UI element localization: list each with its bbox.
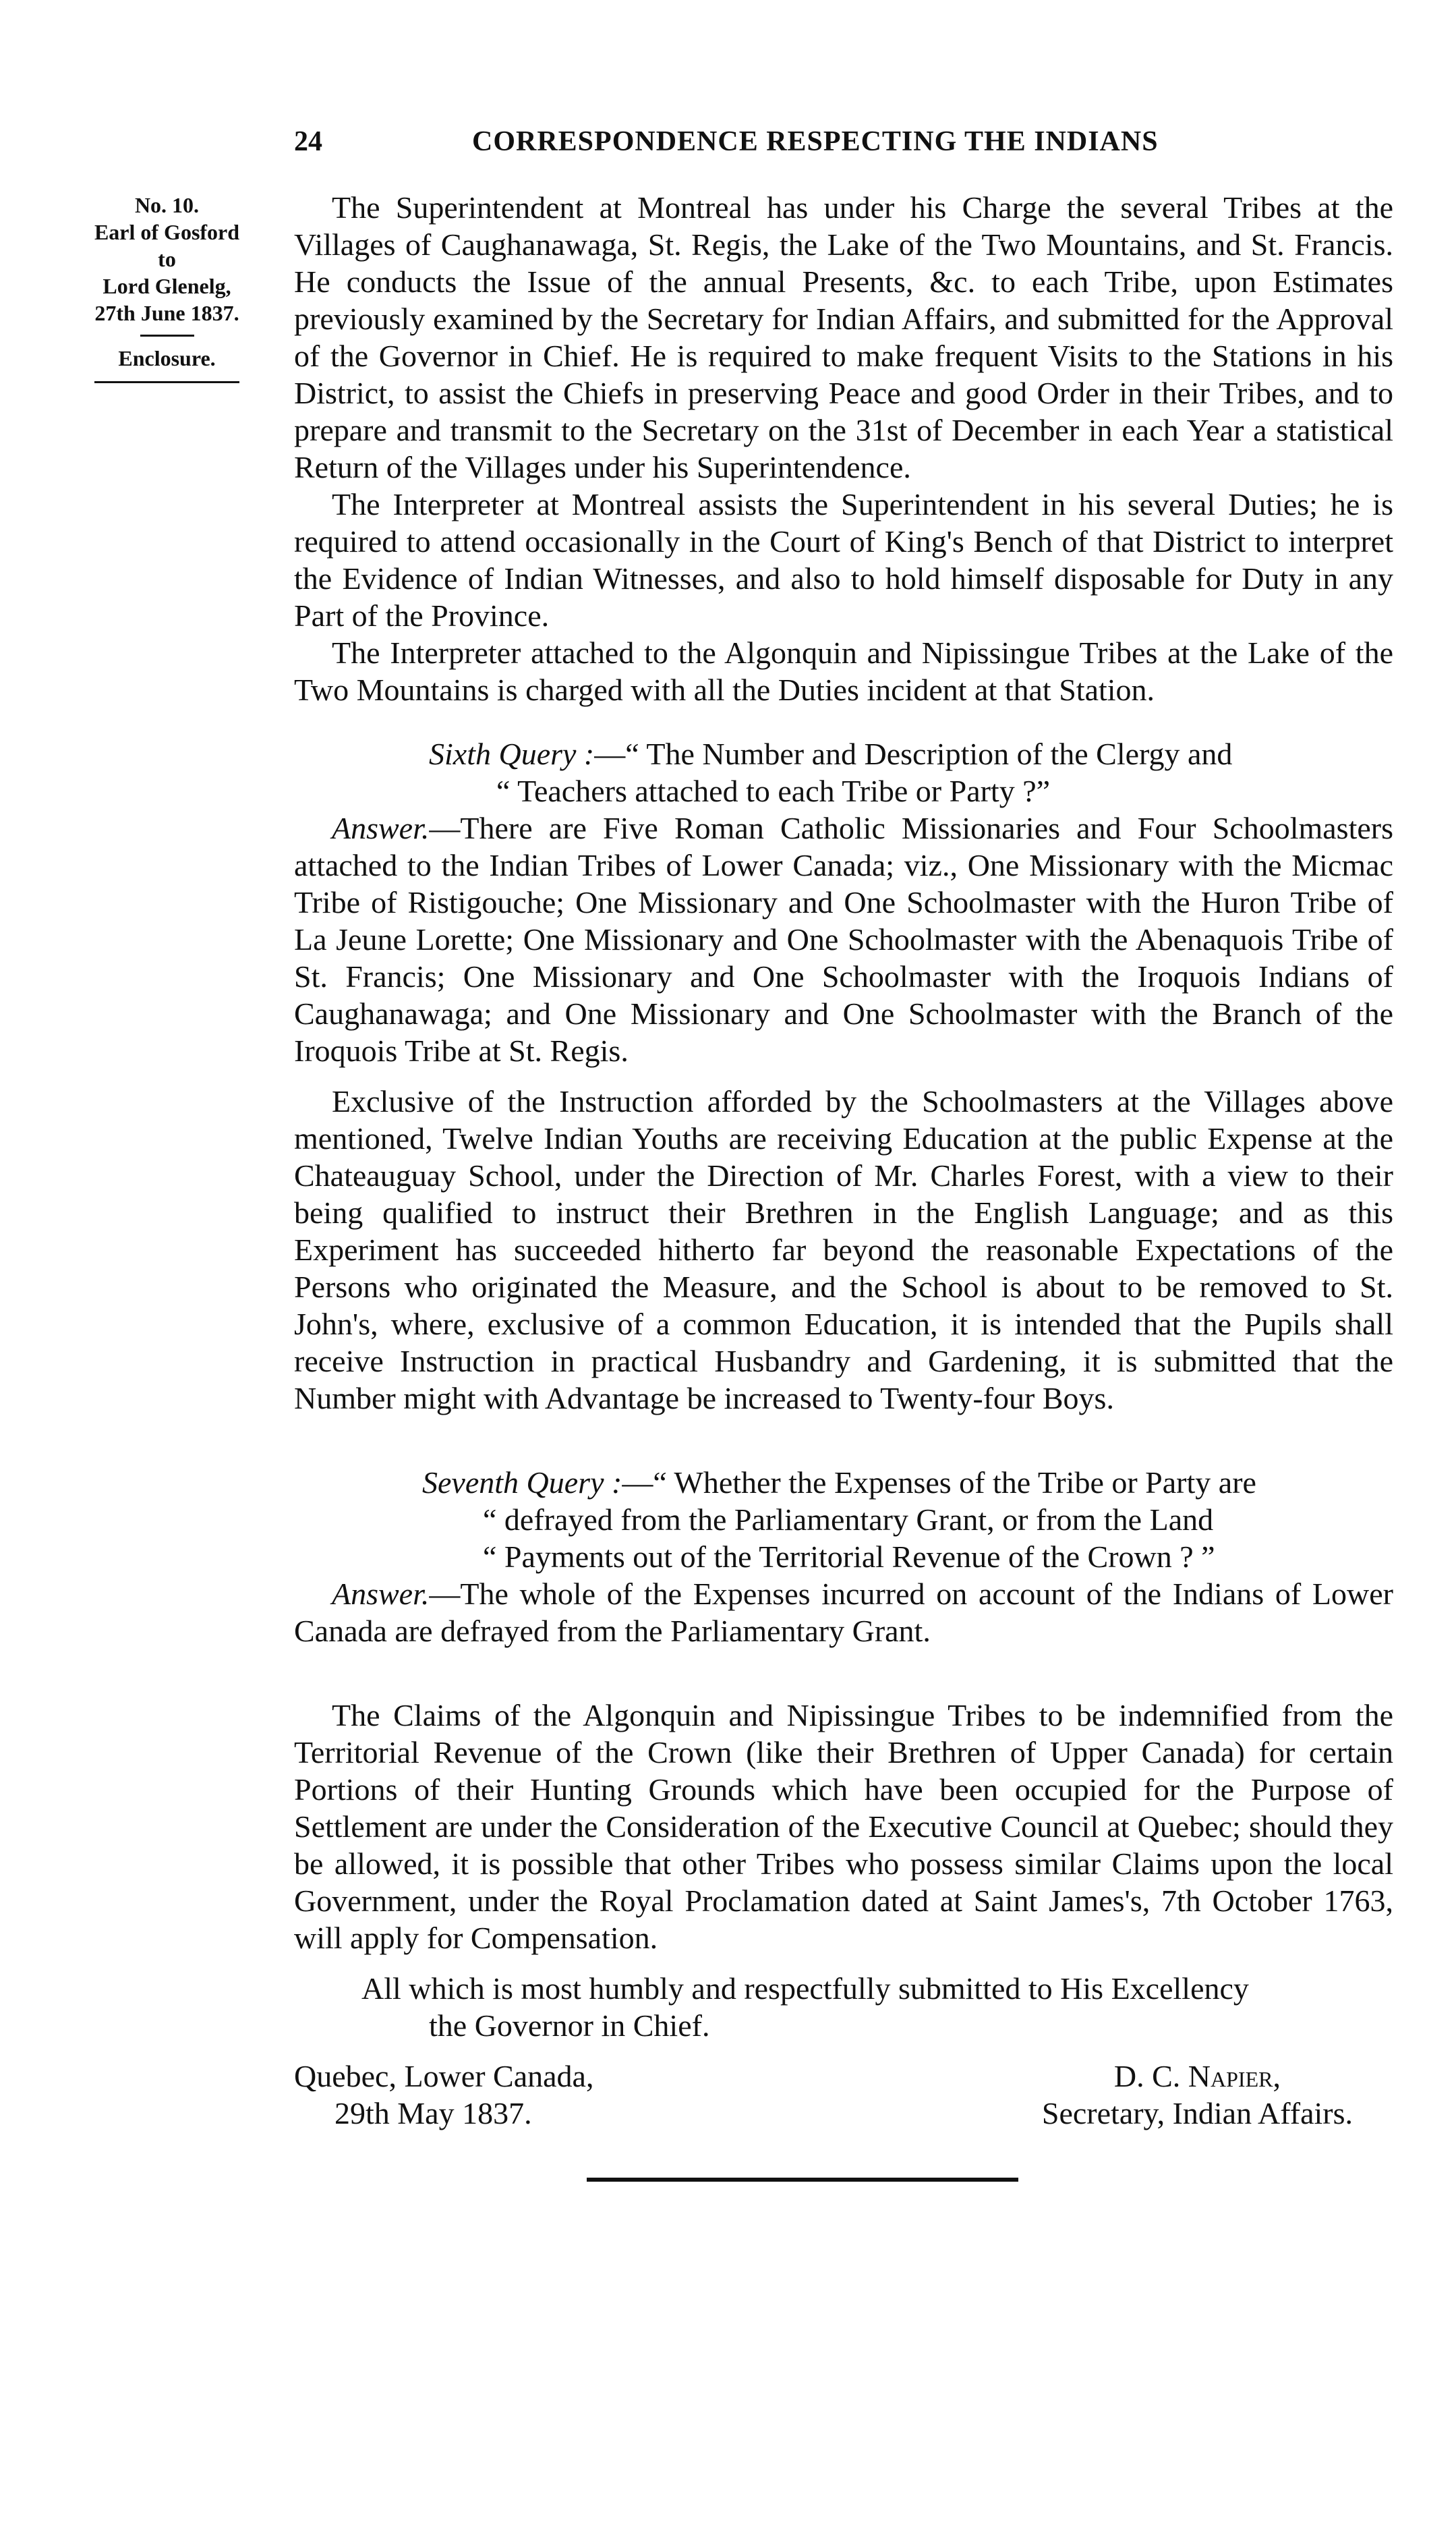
margin-note — [81, 192, 253, 383]
signatory-title: Secretary, Indian Affairs. — [1041, 2096, 1353, 2130]
sixth-query — [294, 735, 1393, 810]
place-date — [294, 2058, 593, 2132]
margin-note-sender: Earl of Gosford — [94, 220, 240, 244]
end-rule — [587, 2178, 1018, 2182]
sixth-answer-label: Answer. — [332, 811, 430, 845]
seventh-query-label: Seventh Query : — [422, 1465, 622, 1500]
signoff — [294, 1970, 1393, 2044]
signature-place: Quebec, Lower Canada, — [294, 2059, 594, 2093]
signoff-line1: All which is most humbly and respectfully submitted to His Excellency — [361, 1971, 1249, 2006]
margin-rule — [94, 381, 239, 383]
sixth-answer — [294, 810, 1393, 1069]
seventh-answer — [294, 1575, 1393, 1649]
paragraph-claims: The Claims of the Algonquin and Nipissingue Tribes to be indemnified from the Territorial Revenue of the Crown (like their Brethren of Upper Canada) for certain Portions of their Hunting Grounds which have been occupied for the Purpose of Settlement are under the Consideration of the Executive Council at Quebec; should they be allowed, it is possible that other Tribes who possess similar Claims upon the local Government, under the Royal Proclamation dated at Saint James's, 7th October 1763, will apply for Compensation. — [294, 1698, 1393, 1955]
signature-date: 29th May 1837. — [334, 2096, 532, 2130]
sixth-query-line2: “ Teachers attached to each Tribe or Party ?” — [496, 774, 1051, 808]
paragraph-interpreter-montreal: The Interpreter at Montreal assists the Superintendent in his several Duties; he is required to attend occasionally in the Court of King's Bench of that District to interpret the Evidence of Indian Witnesses, and also to hold himself disposable for Duty in any Part of the Province. — [294, 487, 1393, 633]
sixth-query-label: Sixth Query : — [429, 737, 595, 771]
seventh-answer-text: —The whole of the Expenses incurred on account of the Indians of Lower Canada are defrayed from the Parliamentary Grant. — [294, 1577, 1393, 1648]
seventh-query-line1: —“ Whether the Expenses of the Tribe or Party are — [622, 1465, 1256, 1500]
paragraph-superintendent: The Superintendent at Montreal has under his Charge the several Tribes at the Villages of Caughanawaga, St. Regis, the Lake of the Two Mountains, and St. Francis. He conducts the Issue of the annual Presents, &c. to each Tribe, upon Estimates previously examined by the Secretary for Indian Affairs, and submitted for the Approval of the Governor in Chief. He is required to make frequent Visits to the Stations in his District, to assist the Chiefs in preserving Peace and good Order in their Tribes, and to prepare and transmit to the Secretary on the 31st of December in each Year a statistical Return of the Villages under his Superintendence. — [294, 190, 1393, 484]
page-number: 24 — [294, 126, 322, 157]
margin-note-date: 27th June 1837. — [94, 301, 239, 325]
seventh-query-line2: “ defrayed from the Parliamentary Grant, or from the Land — [483, 1502, 1214, 1537]
margin-divider — [140, 335, 194, 337]
signatory — [1042, 2058, 1393, 2132]
margin-note-number: No. 10. — [134, 193, 200, 217]
signoff-line2: the Governor in Chief. — [429, 2008, 710, 2043]
seventh-query — [294, 1464, 1393, 1575]
sixth-query-line1: —“ The Number and Description of the Clergy and — [594, 737, 1233, 771]
paragraph-interpreter-lake: The Interpreter attached to the Algonquin and Nipissingue Tribes at the Lake of the Two Mountains is charged with all the Duties incident at that Station. — [294, 635, 1393, 707]
signatory-name: D. C. Napier, — [1113, 2059, 1281, 2093]
sixth-answer-text: —There are Five Roman Catholic Missionaries and Four Schoolmasters attached to the Indian Tribes of Lower Canada; viz., One Missionary with the Micmac Tribe of Ristigouche; One Missionary and One Schoolmaster with the Huron Tribe of La Jeune Lorette; One Missionary and One Schoolmaster with the Abenaquois Tribe of St. Francis; One Missionary and One Schoolmaster with the Iroquois Indians of Caughanawaga; and One Missionary and One Schoolmaster with the Branch of the Iroquois Tribe at St. Regis. — [294, 811, 1393, 1068]
margin-note-recipient: Lord Glenelg, — [103, 274, 231, 298]
signature-block — [294, 2058, 1393, 2132]
seventh-query-line3: “ Payments out of the Territorial Revenue of the Crown ? ” — [483, 1539, 1215, 1574]
seventh-answer-label: Answer. — [332, 1577, 430, 1611]
margin-note-to: to — [158, 247, 176, 271]
running-title: CORRESPONDENCE RESPECTING THE INDIANS — [472, 126, 1159, 157]
paragraph-chateauguay-school: Exclusive of the Instruction afforded by the Schoolmasters at the Villages above mentioned, Twelve Indian Youths are receiving Education at the public Expense at the Chateauguay School, under the Direction of Mr. Charles Forest, with a view to their being qualified to instruct their Brethren in the English Language; and as this Experiment has succeeded hitherto far beyond the reasonable Expectations of the Persons who originated the Measure, and the School is about to be removed to St. John's, where, exclusive of a common Education, it is intended that the Pupils shall receive Instruction in practical Husbandry and Gardening, it is submitted that the Number might with Advantage be increased to Twenty-four Boys. — [294, 1084, 1393, 1415]
main-text — [294, 189, 1393, 2132]
margin-note-enclosure: Enclosure. — [118, 346, 216, 370]
